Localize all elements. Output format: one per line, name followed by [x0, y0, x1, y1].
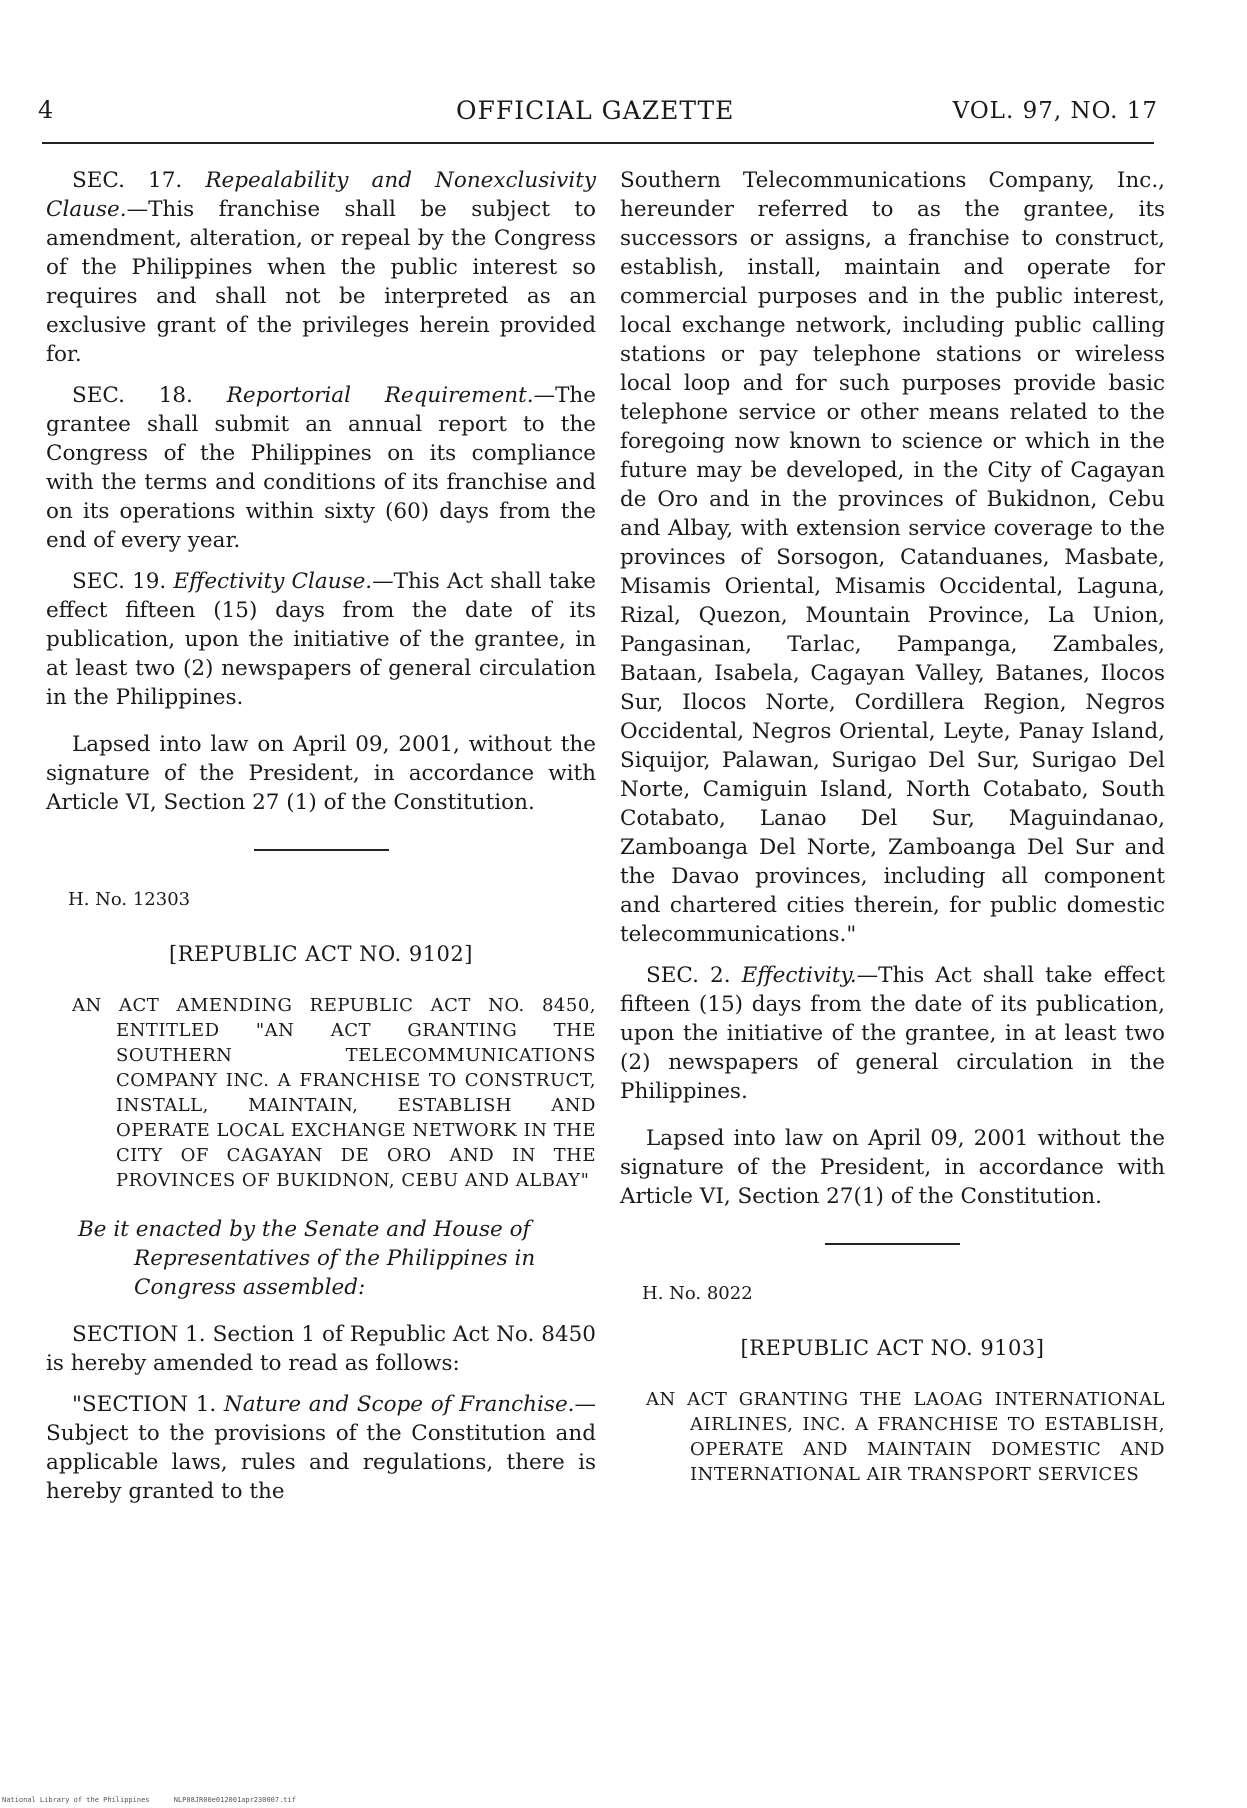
section-2-title: Effectivity.	[741, 963, 857, 988]
section-2-body: —This Act shall take effect fifteen (15) days from the date of its publication, upon the initiative of the grantee, in at least two (2) newspapers of general circulation in the Philippines.	[620, 963, 1165, 1104]
section-19-body: —This Act shall take effect fifteen (15) days from the date of its publication, upon the initiative of the grantee, in at least two (2) newspapers of general circulation in the Philippines.	[46, 569, 596, 710]
section-17	[46, 166, 596, 369]
section-19	[46, 567, 596, 712]
act-title-right: AN ACT GRANTING THE LAOAG INTERNATIONAL AIRLINES, INC. A FRANCHISE TO ESTABLISH, OPERATE AND MAINTAIN DOMESTIC AND INTERNATIONAL AIR TRANSPORT SERVICES	[646, 1389, 1165, 1485]
section-2	[620, 961, 1165, 1106]
gazette-title: OFFICIAL GAZETTE	[456, 96, 735, 125]
section-19-number: SEC. 19.	[72, 569, 167, 594]
lapsed-note-9102: Lapsed into law on April 09, 2001 without the signature of the President, in accordance with Article VI, Section 27(1) of the Constitution.	[620, 1126, 1165, 1209]
volume-number: VOL. 97, NO. 17	[952, 98, 1158, 124]
enacting-clause: Be it enacted by the Senate and House of Representatives of the Philippines in Congress assembled:	[78, 1217, 536, 1300]
lapsed-note-9101: Lapsed into law on April 09, 2001, without the signature of the President, in accordance with Article VI, Section 27 (1) of the Constitution.	[46, 732, 596, 815]
section-1	[46, 1320, 596, 1378]
quoted-section-1	[46, 1390, 596, 1506]
quoted-section-1-body: —Subject to the provisions of the Constitution and applicable laws, rules and regulations, there is hereby granted to the	[46, 1392, 596, 1504]
house-bill-number-right: H. No. 8022	[642, 1283, 753, 1304]
library-credit: National Library of the Philippines	[2, 1796, 150, 1804]
section-18-body: —The grantee shall submit an annual report to the Congress of the Philippines on its compliance with the terms and conditions of its franchise and on its operations within sixty (60) days from the end of every year.	[46, 383, 596, 553]
section-18-number: SEC. 18.	[72, 383, 193, 408]
header-rule	[42, 142, 1154, 144]
act-title: AN ACT AMENDING REPUBLIC ACT NO. 8450, ENTITLED "AN ACT GRANTING THE SOUTHERN TELECOMMUNICATIONS COMPANY INC. A FRANCHISE TO CONSTRUCT, INSTALL, MAINTAIN, ESTABLISH AND OPERATE LOCAL EXCHANGE NETWORK IN THE CITY OF CAGAYAN DE ORO AND IN THE PROVINCES OF BUKIDNON, CEBU AND ALBAY"	[72, 995, 596, 1191]
section-17-title: Repealability and Nonexclusivity Clause.	[46, 168, 596, 222]
right-column	[620, 166, 1165, 1487]
section-18-title: Reportorial Requirement.	[226, 383, 534, 408]
section-1-number: SECTION 1.	[72, 1322, 206, 1347]
house-bill-number: H. No. 12303	[68, 889, 191, 910]
scan-footer	[2, 1796, 316, 1804]
file-identifier: NLP08JR00e012001apr230007.tif	[173, 1796, 296, 1804]
section-17-number: SEC. 17.	[72, 168, 183, 193]
republic-act-title-right: [REPUBLIC ACT NO. 9103]	[740, 1336, 1045, 1360]
republic-act-title: [REPUBLIC ACT NO. 9102]	[169, 942, 473, 966]
section-1-body: Section 1 of Republic Act No. 8450 is hereby amended to read as follows:	[46, 1322, 596, 1376]
section-divider	[254, 849, 389, 851]
quoted-section-1-number: "SECTION 1.	[72, 1392, 217, 1417]
page-header	[38, 96, 1158, 136]
section-divider-right	[825, 1243, 960, 1245]
section-19-title: Effectivity Clause.	[173, 569, 373, 594]
section-17-body: —This franchise shall be subject to amendment, alteration, or repeal by the Congress of the Philippines when the public interest so requires and shall not be interpreted as an exclusive grant of the privileges herein provided for.	[46, 197, 596, 367]
left-column	[46, 166, 596, 1506]
section-2-number: SEC. 2.	[646, 963, 731, 988]
franchise-continuation: Southern Telecommunications Company, Inc., hereunder referred to as the grantee, its successors or assigns, a franchise to construct, establish, install, maintain and operate for commercial purposes and in the public interest, local exchange network, including public calling stations or pay telephone stations or wireless local loop and for such purposes provide basic telephone service or other means related to the foregoing now known to science or which in the future may be developed, in the City of Cagayan de Oro and in the provinces of Bukidnon, Cebu and Albay, with extension service coverage to the provinces of Sorsogon, Catanduanes, Masbate, Misamis Oriental, Misamis Occidental, Laguna, Rizal, Quezon, Mountain Province, La Union, Pangasinan, Tarlac, Pampanga, Zambales, Bataan, Isabela, Cagayan Valley, Batanes, Ilocos Sur, Ilocos Norte, Cordillera Region, Negros Occidental, Negros Oriental, Leyte, Panay Island, Siquijor, Palawan, Surigao Del Sur, Surigao Del Norte, Camiguin Island, North Cotabato, South Cotabato, Lanao Del Sur, Maguindanao, Zamboanga Del Norte, Zamboanga Del Sur and the Davao provinces, including all component and chartered cities therein, for public domestic telecommunications."	[620, 168, 1165, 947]
quoted-section-1-title: Nature and Scope of Franchise.	[223, 1392, 575, 1417]
section-18	[46, 381, 596, 555]
page-number: 4	[38, 96, 54, 124]
